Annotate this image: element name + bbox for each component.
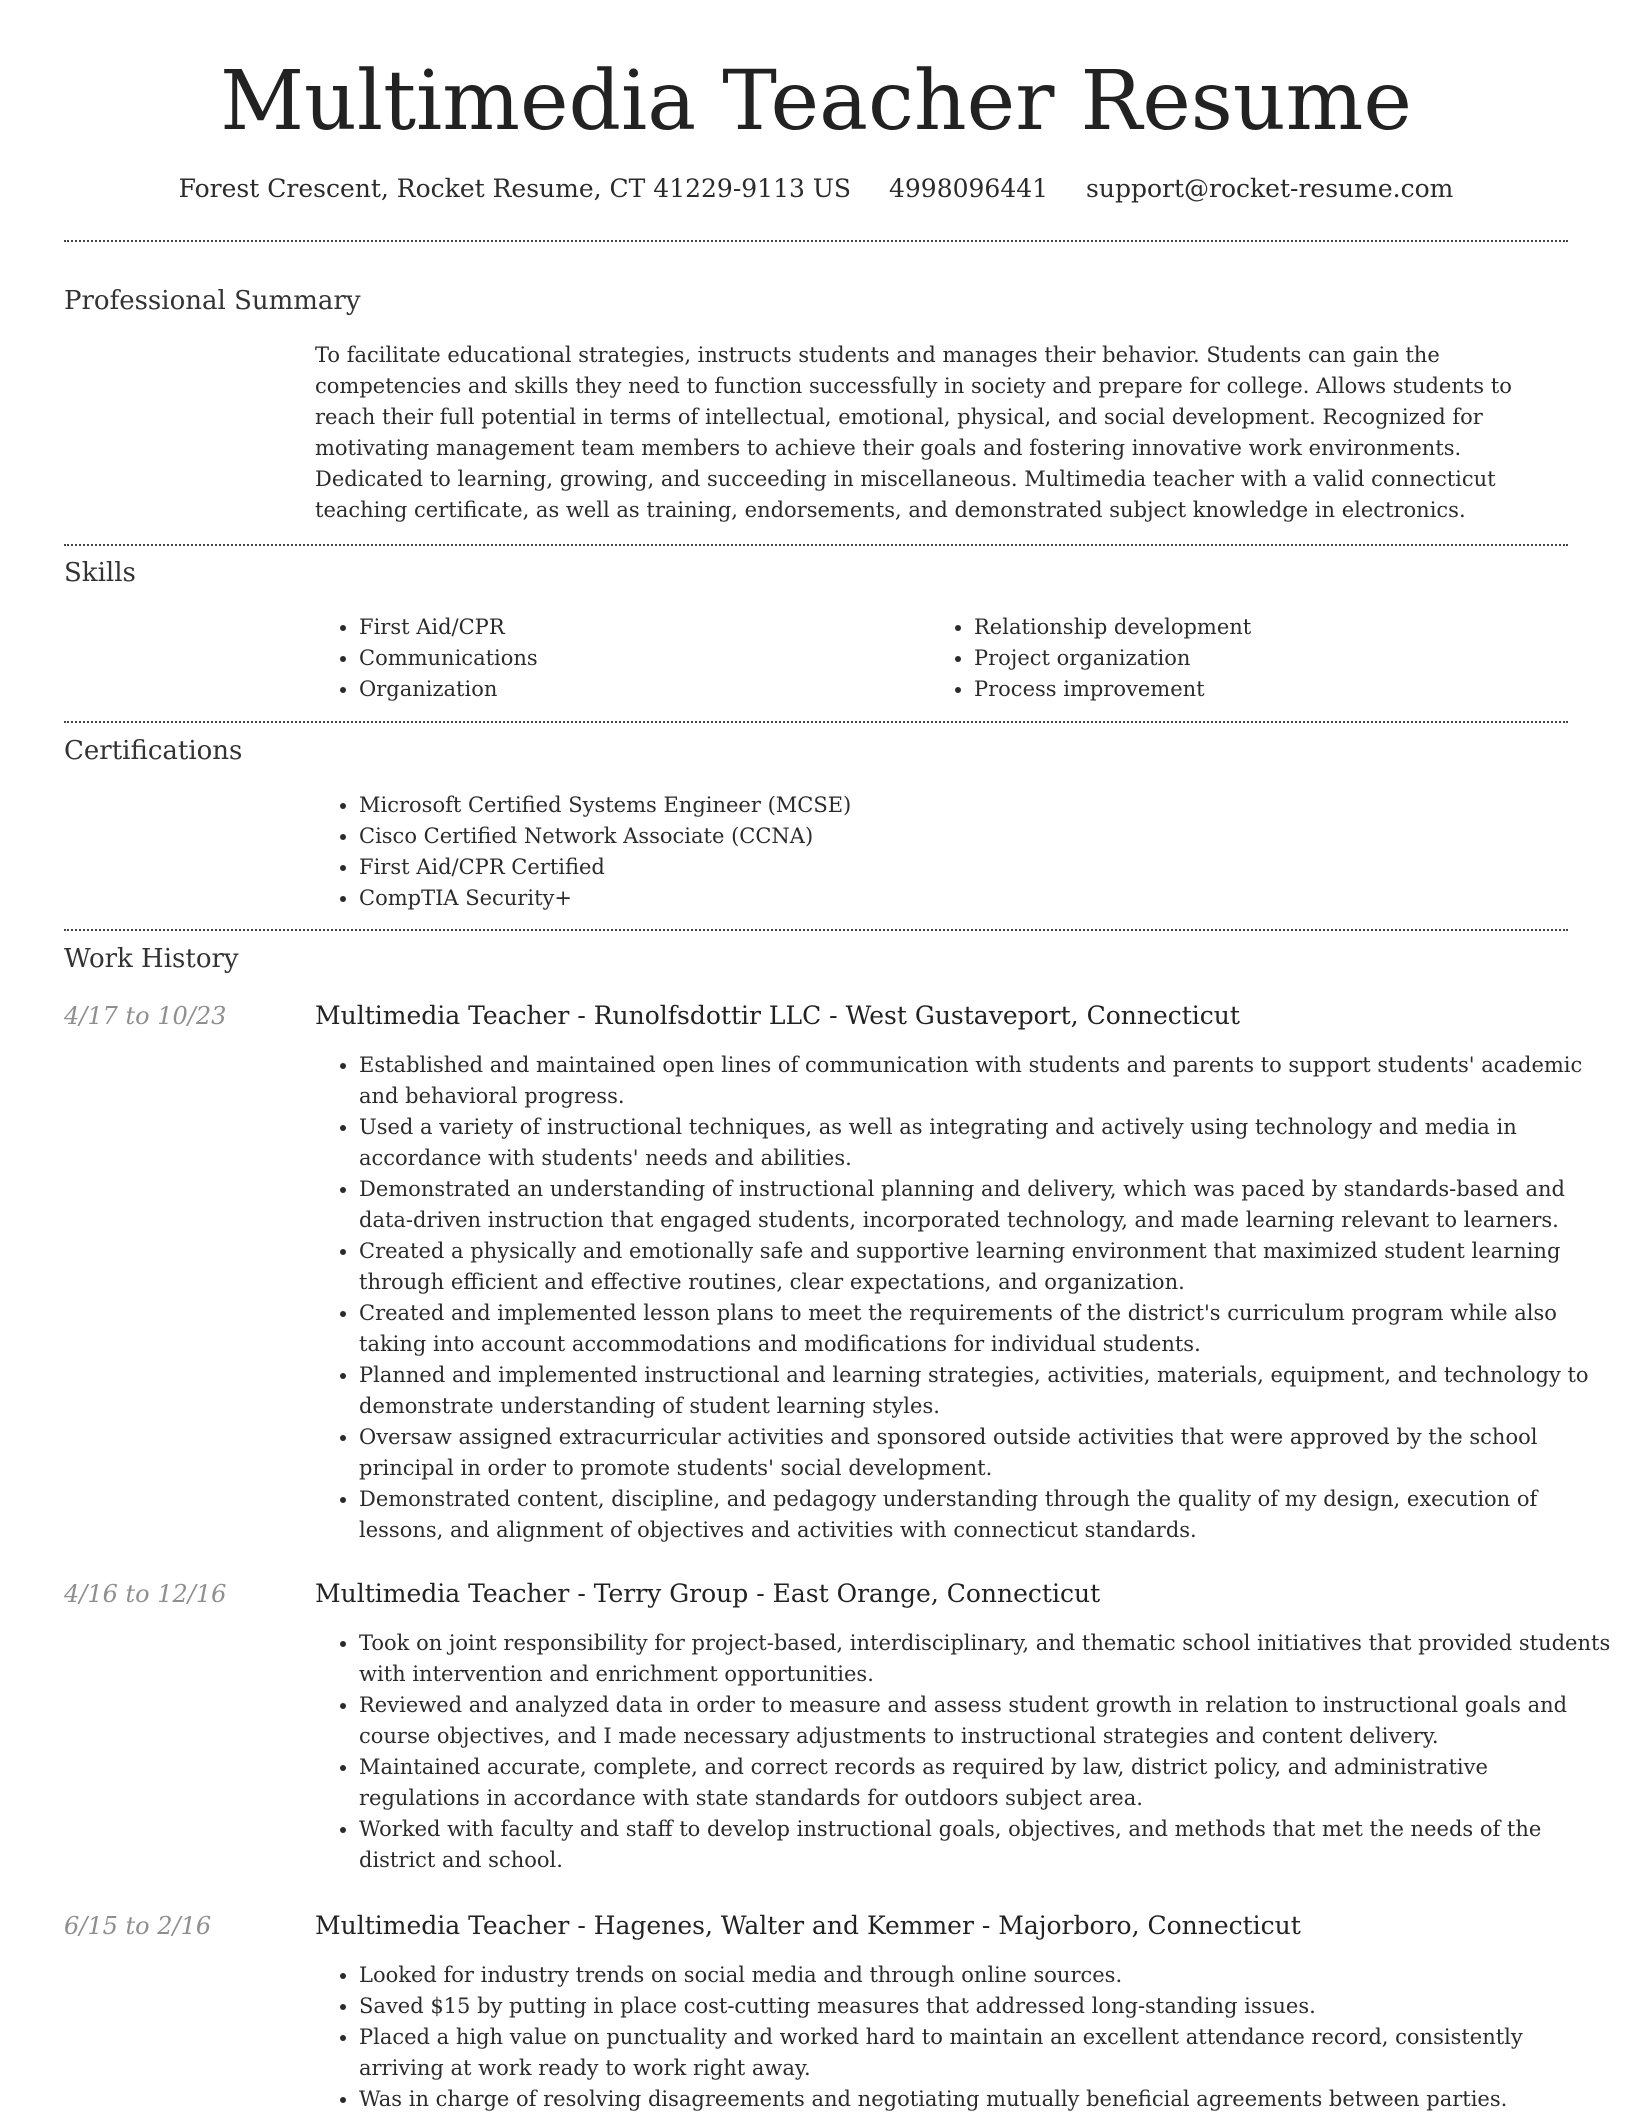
list-item: • Demonstrated an understanding of instructional planning and delivery, which was paced by standards-based and data-driven instruction that engaged students, incorporated technology, and made learning relevant to learners. — [359, 1174, 1612, 1236]
list-item: • Maintained accurate, complete, and correct records as required by law, district policy, and administrative regulations in accordance with state standards for outdoors subject area. — [359, 1752, 1612, 1814]
list-item: • Established and maintained open lines of communication with students and parents to support students' academic and behavioral progress. — [359, 1050, 1612, 1112]
list-item: • Reviewed and analyzed data in order to measure and assess student growth in relation to instructional goals and course objectives, and I made necessary adjustments to instructional strategies and content delivery. — [359, 1690, 1612, 1752]
list-item: • CompTIA Security+ — [359, 883, 1612, 914]
list-item: • Demonstrated content, discipline, and pedagogy understanding through the quality of my design, execution of lessons, and alignment of objectives and activities with connecticut standards. — [359, 1484, 1612, 1546]
list-item: • Created and implemented lesson plans to meet the requirements of the district's curriculum program while also taking into account accommodations and modifications for individual students. — [359, 1298, 1612, 1360]
list-item: • Looked for industry trends on social media and through online sources. — [359, 1960, 1612, 1991]
list-item: • First Aid/CPR Certified — [359, 852, 1612, 883]
list-item: • First Aid/CPR — [359, 612, 919, 643]
list-item: • Process improvement — [974, 674, 1574, 705]
job-dates: 4/16 to 12/16 — [64, 1580, 227, 1608]
job-dates: 6/15 to 2/16 — [64, 1912, 212, 1940]
list-item: • Planned and implemented instructional and learning strategies, activities, materials, equipment, and technology to demonstrate understanding of student learning styles. — [359, 1360, 1612, 1422]
list-item: • Cisco Certified Network Associate (CCNA) — [359, 821, 1612, 852]
certifications-heading: Certifications — [64, 736, 243, 766]
contact-address: Forest Crescent, Rocket Resume, CT 41229-9113 US — [178, 174, 852, 203]
list-item: • Microsoft Certified Systems Engineer (MCSE) — [359, 790, 1612, 821]
summary-heading: Professional Summary — [64, 286, 361, 316]
list-item: • Placed a high value on punctuality and worked hard to maintain an excellent attendance record, consistently arriving at work ready to work right away. — [359, 2022, 1612, 2084]
job-bullets — [315, 1050, 1612, 1546]
summary-text: To facilitate educational strategies, instructs students and manages their behavior. Students can gain the competencies and skills they need to function successfully in society and prepare for college. Allows students to reach their full potential in terms of intellectual, emotional, physical, and social development. Recognized for motivating management team members to achieve their goals and fostering innovative work environments. Dedicated to learning, growing, and succeeding in miscellaneous. Multimedia teacher with a valid connecticut teaching certificate, as well as training, endorsements, and demonstrated subject knowledge in electronics. — [315, 343, 1512, 522]
skills-list-right — [930, 612, 1574, 705]
job-bullets — [315, 1628, 1612, 1876]
list-item: • Worked with faculty and staff to develop instructional goals, objectives, and methods that met the needs of the district and school. — [359, 1814, 1612, 1876]
list-item: • Was in charge of resolving disagreements and negotiating mutually beneficial agreements between parties. — [359, 2084, 1612, 2115]
job-title: Multimedia Teacher - Hagenes, Walter and Kemmer - Majorboro, Connecticut — [315, 1911, 1301, 1940]
list-item: • Organization — [359, 674, 919, 705]
list-item: • Used a variety of instructional techniques, as well as integrating and actively using technology and media in accordance with students' needs and abilities. — [359, 1112, 1612, 1174]
certifications-list — [315, 790, 1612, 914]
list-item: • Created a physically and emotionally safe and supportive learning environment that maximized student learning through efficient and effective routines, clear expectations, and organization. — [359, 1236, 1612, 1298]
list-item: • Took on joint responsibility for project-based, interdisciplinary, and thematic school initiatives that provided students with intervention and enrichment opportunities. — [359, 1628, 1612, 1690]
job-dates: 4/17 to 10/23 — [64, 1002, 227, 1030]
divider — [64, 721, 1568, 723]
list-item: • Saved $15 by putting in place cost-cutting measures that addressed long-standing issues. — [359, 1991, 1612, 2022]
list-item: • Communications — [359, 643, 919, 674]
job-title: Multimedia Teacher - Terry Group - East Orange, Connecticut — [315, 1579, 1101, 1608]
skills-list-left — [315, 612, 919, 705]
divider — [64, 240, 1568, 242]
list-item: • Project organization — [974, 643, 1574, 674]
list-item: • Relationship development — [974, 612, 1574, 643]
contact-phone: 4998096441 — [889, 174, 1049, 203]
list-item: • Oversaw assigned extracurricular activities and sponsored outside activities that were approved by the school principal in order to promote students' social development. — [359, 1422, 1612, 1484]
divider — [64, 544, 1568, 546]
job-bullets — [315, 1960, 1612, 2115]
divider — [64, 929, 1568, 931]
job-title: Multimedia Teacher - Runolfsdottir LLC - West Gustaveport, Connecticut — [315, 1001, 1240, 1030]
skills-heading: Skills — [64, 558, 136, 588]
resume-title: Multimedia Teacher Resume — [220, 54, 1412, 149]
work-heading: Work History — [64, 944, 239, 974]
contact-email: support@rocket-resume.com — [1086, 174, 1454, 203]
contact-line — [0, 172, 1632, 206]
